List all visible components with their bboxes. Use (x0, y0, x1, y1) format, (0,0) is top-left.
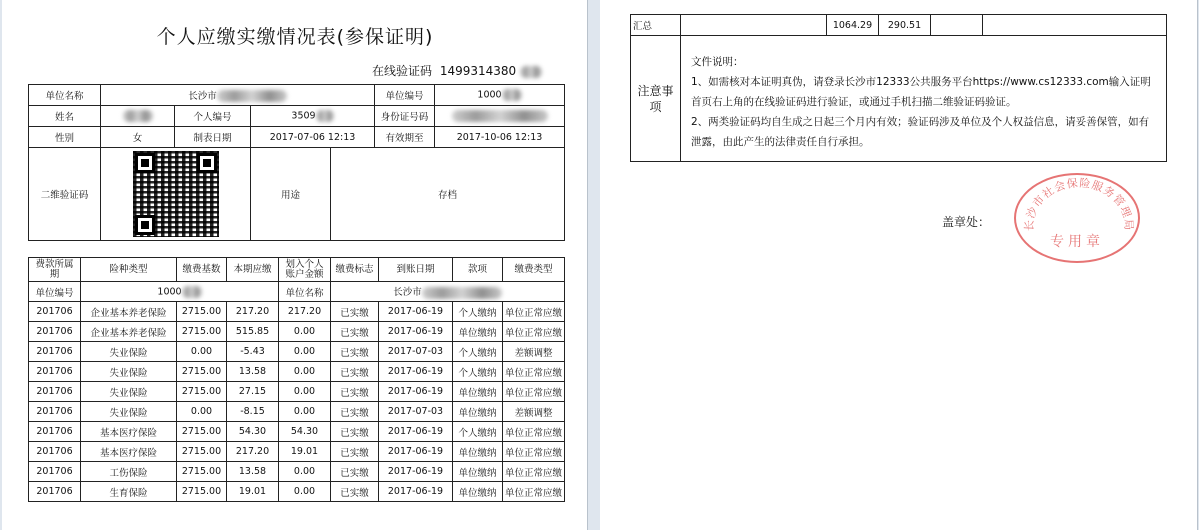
id-value (435, 106, 565, 127)
table-cell: 已实缴 (331, 302, 379, 322)
table-cell: 基本医疗保险 (81, 442, 177, 462)
table-cell: 个人缴纳 (453, 342, 503, 362)
personal-no-value: 3509 (251, 106, 375, 127)
table-row (29, 402, 565, 422)
personal-info-table (28, 84, 565, 241)
table-row (29, 342, 565, 362)
usage-label: 用途 (251, 148, 331, 241)
table-cell: 515.85 (227, 322, 279, 342)
table-cell: 2017-06-19 (379, 422, 453, 442)
table-cell: 2715.00 (177, 462, 227, 482)
table-cell: 个人缴纳 (453, 422, 503, 442)
table-cell: 54.30 (227, 422, 279, 442)
notes-label: 注意事项 (637, 83, 674, 114)
table-cell: 201706 (29, 422, 81, 442)
table-row (29, 422, 565, 442)
redaction-blur (520, 66, 542, 78)
table-cell: 企业基本养老保险 (81, 302, 177, 322)
table-row (29, 442, 565, 462)
table-row (29, 322, 565, 342)
table-cell: 2017-06-19 (379, 362, 453, 382)
column-header: 缴费基数 (177, 258, 227, 282)
table-cell: 单位正常应缴 (503, 362, 565, 382)
table-cell: 0.00 (177, 402, 227, 422)
table-cell: 0.00 (279, 342, 331, 362)
stamp-arc-text (1016, 175, 1142, 265)
table-cell: 失业保险 (81, 382, 177, 402)
table-cell: 单位正常应缴 (503, 442, 565, 462)
table-cell: 201706 (29, 322, 81, 342)
unit-no-value: 1000 (435, 85, 565, 106)
gender-label: 性别 (29, 127, 101, 148)
table-cell: 0.00 (279, 462, 331, 482)
table-cell: 217.20 (279, 302, 331, 322)
qr-code-image[interactable] (133, 151, 219, 237)
table-cell: 2017-06-19 (379, 462, 453, 482)
document-page-1 (2, 0, 588, 530)
table-cell: 个人缴纳 (453, 302, 503, 322)
table-cell: 2715.00 (177, 422, 227, 442)
notes-heading: 文件说明： (691, 56, 744, 68)
table-cell: 已实缴 (331, 322, 379, 342)
table-cell: 19.01 (279, 442, 331, 462)
sub-unit-no-label: 单位编号 (29, 282, 81, 302)
table-cell: 2017-07-03 (379, 342, 453, 362)
svg-text:长沙市社会保险服务管理局: 长沙市社会保险服务管理局 (1022, 176, 1136, 232)
verify-code-label: 在线验证码 (372, 64, 433, 78)
document-page-2 (600, 0, 1198, 530)
notes-item-2: 2、两类验证码均自生成之日起三个月内有效；验证码涉及单位及个人权益信息，请妥善保管，如有泄露，由此产生的法律责任自行承担。 (691, 116, 1150, 148)
table-cell: 2017-06-19 (379, 302, 453, 322)
document-title: 个人应缴实缴情况表(参保证明) (156, 26, 434, 48)
table-cell: 201706 (29, 342, 81, 362)
table-cell: 217.20 (227, 442, 279, 462)
total-empty-cell (681, 15, 827, 36)
verify-code-value: 1499314380 (439, 64, 517, 78)
table-cell: 企业基本养老保险 (81, 322, 177, 342)
table-cell: 201706 (29, 362, 81, 382)
table-cell: 0.00 (279, 402, 331, 422)
gender-value: 女 (101, 127, 175, 148)
column-header: 缴费类型 (503, 258, 565, 282)
table-cell: 已实缴 (331, 362, 379, 382)
valid-until-label: 有效期至 (375, 127, 435, 148)
table-cell: 单位正常应缴 (503, 422, 565, 442)
make-date-value: 2017-07-06 12:13 (251, 127, 375, 148)
table-row (29, 482, 565, 502)
notes-content (681, 36, 1167, 162)
table-cell: 19.01 (227, 482, 279, 502)
seal-label: 盖章处： (942, 215, 991, 229)
online-verify-code (372, 62, 546, 79)
table-cell: 2715.00 (177, 482, 227, 502)
summary-table (630, 14, 1167, 162)
table-cell: 0.00 (279, 362, 331, 382)
table-cell: 失业保险 (81, 342, 177, 362)
table-row (29, 362, 565, 382)
table-cell: 2715.00 (177, 382, 227, 402)
table-cell: 已实缴 (331, 442, 379, 462)
table-cell: 13.58 (227, 362, 279, 382)
total-personal-value: 290.51 (879, 15, 931, 36)
table-cell: 差额调整 (503, 402, 565, 422)
column-header: 划入个人账户金额 (279, 258, 331, 282)
sub-unit-name-label: 单位名称 (279, 282, 331, 302)
total-empty-cell (983, 15, 1167, 36)
table-cell: 单位正常应缴 (503, 462, 565, 482)
table-cell: 0.00 (279, 382, 331, 402)
table-cell: -8.15 (227, 402, 279, 422)
notes-label-cell (631, 36, 681, 162)
table-cell: 201706 (29, 382, 81, 402)
table-cell: 失业保险 (81, 402, 177, 422)
table-cell: 2017-06-19 (379, 322, 453, 342)
column-header: 本期应缴 (227, 258, 279, 282)
unit-name-label: 单位名称 (29, 85, 101, 106)
table-cell: 13.58 (227, 462, 279, 482)
payment-detail-table (28, 257, 565, 502)
table-cell: 2715.00 (177, 442, 227, 462)
table-row (29, 462, 565, 482)
total-label: 汇总 (631, 15, 681, 36)
table-cell: 0.00 (177, 342, 227, 362)
table-cell: 2017-07-03 (379, 402, 453, 422)
notes-item-1: 1、如需核对本证明真伪，请登录长沙市12333公共服务平台https://www.cs12333.com输入证明首页右上角的在线验证码进行验证，或通过手机扫描二维验证码验证。 (691, 76, 1151, 108)
table-cell: 单位正常应缴 (503, 382, 565, 402)
unit-name-value: 长沙市 (101, 85, 375, 106)
table-cell: 已实缴 (331, 482, 379, 502)
table-row (29, 382, 565, 402)
table-cell: -5.43 (227, 342, 279, 362)
id-label: 身份证号码 (375, 106, 435, 127)
table-cell: 单位正常应缴 (503, 322, 565, 342)
table-cell: 失业保险 (81, 362, 177, 382)
table-cell: 已实缴 (331, 342, 379, 362)
table-cell: 单位缴纳 (453, 482, 503, 502)
column-header: 险种类型 (81, 258, 177, 282)
table-cell: 已实缴 (331, 462, 379, 482)
table-cell: 单位缴纳 (453, 442, 503, 462)
name-label: 姓名 (29, 106, 101, 127)
table-cell: 27.15 (227, 382, 279, 402)
table-cell: 生育保险 (81, 482, 177, 502)
qr-code[interactable] (101, 148, 251, 241)
official-stamp (1014, 173, 1140, 263)
unit-no-label: 单位编号 (375, 85, 435, 106)
table-cell: 54.30 (279, 422, 331, 442)
table-cell: 单位正常应缴 (503, 302, 565, 322)
table-cell: 单位正常应缴 (503, 482, 565, 502)
sub-unit-no-value: 1000 (81, 282, 279, 302)
table-cell: 工伤保险 (81, 462, 177, 482)
table-cell: 已实缴 (331, 422, 379, 442)
usage-value: 存档 (331, 148, 565, 241)
table-cell: 201706 (29, 402, 81, 422)
stamp-bottom-text: 专用章 (1050, 234, 1104, 250)
table-cell: 201706 (29, 462, 81, 482)
table-cell: 2017-06-19 (379, 442, 453, 462)
name-value (101, 106, 175, 127)
total-empty-cell (931, 15, 983, 36)
column-header: 费款所属期 (29, 258, 81, 282)
table-cell: 单位缴纳 (453, 322, 503, 342)
total-due-value: 1064.29 (827, 15, 879, 36)
table-cell: 单位缴纳 (453, 402, 503, 422)
valid-until-value: 2017-10-06 12:13 (435, 127, 565, 148)
qr-code-label: 二维验证码 (29, 148, 101, 241)
table-cell: 217.20 (227, 302, 279, 322)
column-header: 缴费标志 (331, 258, 379, 282)
column-header: 到账日期 (379, 258, 453, 282)
table-cell: 0.00 (279, 322, 331, 342)
personal-no-label: 个人编号 (175, 106, 251, 127)
table-cell: 2715.00 (177, 362, 227, 382)
table-cell: 2017-06-19 (379, 382, 453, 402)
table-cell: 0.00 (279, 482, 331, 502)
table-cell: 2017-06-19 (379, 482, 453, 502)
column-header: 款项 (453, 258, 503, 282)
table-cell: 201706 (29, 442, 81, 462)
table-cell: 基本医疗保险 (81, 422, 177, 442)
table-cell: 差额调整 (503, 342, 565, 362)
table-cell: 个人缴纳 (453, 362, 503, 382)
table-cell: 已实缴 (331, 382, 379, 402)
table-cell: 201706 (29, 482, 81, 502)
table-cell: 201706 (29, 302, 81, 322)
table-row (29, 302, 565, 322)
table-cell: 已实缴 (331, 402, 379, 422)
table-cell: 2715.00 (177, 302, 227, 322)
sub-unit-name-value: 长沙市 (331, 282, 565, 302)
table-cell: 单位缴纳 (453, 382, 503, 402)
make-date-label: 制表日期 (175, 127, 251, 148)
table-cell: 单位缴纳 (453, 462, 503, 482)
table-cell: 2715.00 (177, 322, 227, 342)
